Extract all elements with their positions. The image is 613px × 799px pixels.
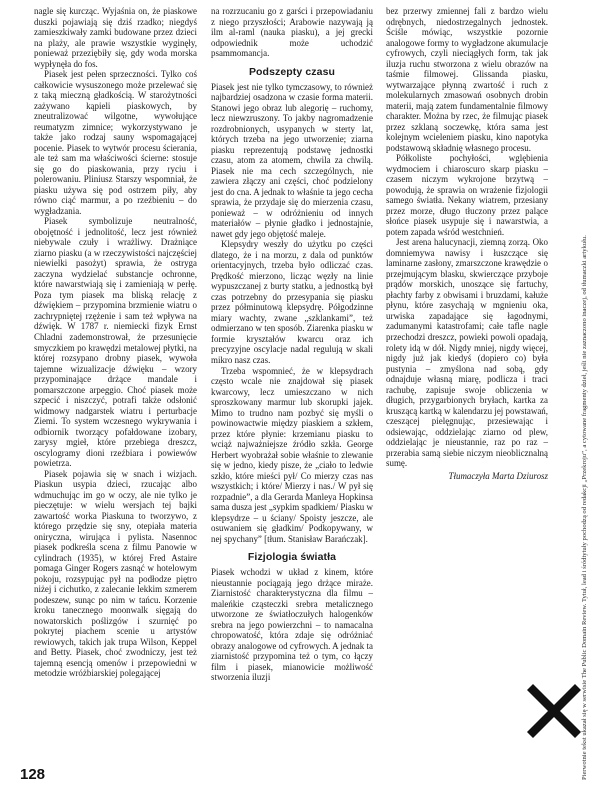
paragraph: Półkoliste pochyłości, wglębienia wydmociem i chiaroscuro skarp piasku – czasem niczym wykrojone brzytwą – powodują, że sprawia on wrażenie fizjologii samego światła. Nekany wiatrem, przesiany przez morze, długo tłuczony przez palące słońce piasek usypuje się i nawarstwia, a potem zapada wśród westchnień. — [386, 153, 548, 237]
paragraph: Jest arena halucynacji, ziemną zorzą. Oko domniemywa nawisy i łuszczące się laminarne zasłony, zmarszczone krawędzie o przejmującym blasku, skwierczące przyboje prądów morskich, unoszące się fartuchy, płachty farby z obwisami i bruzdami, kałuże płynu, które zasychają w mgnieniu oka, urwiska zapadające się łagodnymi, zadumanymi katastrofami; całe tafle nagle przechodzi dreszcz, powieki powoli opadają, rolety idą w dół. Nigdy mniej, nigdy więcej, nigdy już jak kiedyś (dopiero co) była pustynia – zmyślona nad sobą, gdy odnajduje własną miarę, podlicza i traci rachubę, zapisuje swoje obliczenia w długich, przygarbionych bryłach, kartka za kruszącą kartką w kalendarzu jej powstawań, czeszącej pielęgnując, przesiewając i odsiewając, oddzielając ziarno od plew, oddzielając je nieustannie, raz po raz – przerabia samą siebie niczym nieoblicznalną sumę. — [386, 237, 548, 469]
paragraph: Trzeba wspomnieć, że w klepsydrach często wcale nie znajdował się piasek kwarcowy, lecz umieszczano w nich sproszkowany marmur lub skorupki jajek. Mimo to trudno nam pozbyć się myśli o powinowactwie między piaskiem a szkłem, przez które płynie: krzemianu piasku to wciąż najważniejsze źródło szkła. George Herbert wyobrażał sobie właśnie to zlewanie się w jedno, kiedy pisze, że „ciało to ledwie szkło, które mieści pył/ Co mierzy czas nas wszystkich; i które/ Mierzy i nas./ W pył się rozpadnie”, a dla Gerarda Manleya Hopkinsa sama dusza jest „sypkim spadkiem/ Piasku w klepsydrze – u ściany/ Spoisty jeszcze, ale osuwaniem się gładkim/ Podkopywany, w nej spychany” [tłum. Stanisław Barańczak]. — [211, 365, 373, 544]
paragraph: Piasek jest nie tylko tymczasowy, to również najbardziej osadzona w czasie forma materii. Stanowi jego obraz lub alegorię – ruchomy, lecz niewzruszony. To jakby nagromadzenie rozdrobnionych, usypanych w sterty lat, których trzeba na jego utworzenie; ziarna piasku reprezentują podstawę jednostki czasu, atom za atomem, chwila za chwilą. Piasek nie ma cech szczególnych, nie zawiera złączy ani części, choć podzielony jest do cna. A jednak to właśnie ta jego cecha sprawia, że przydaje się do mierzenia czasu, ponieważ – w odróżnieniu od innych materiałów – płynie gładko i jednostajnie, nawet gdy jego objętość maleje. — [211, 81, 373, 239]
paragraph: na rozrzucaniu go z garści i przepowiadaniu z niego przyszłości; Arabowie nazywają ją ilm al-raml (nauka piasku), a jej grecki odpowiednik może uchodzić psammomancja. — [211, 6, 373, 59]
end-mark-x-icon — [527, 684, 581, 738]
page-number: 128 — [20, 766, 46, 783]
paragraph: Piasek pojawia się w snach i wizjach. Piaskun usypia dzieci, rzucając albo wdmuchując im go w oczy, ale nie tylko je pieczętuje: w wielu wersjach tej bajki zawartość worka Piaskuna to tworzywo, z którego przędzie się sny, otepiała materia oniryczna, wirująca i pylista. Nasennoc piasek podkreśla scena z filmu Panowie w cylindrach (1935), w której Fred Astaire pomaga Ginger Rogers zasnąć w hotelowym pokoju, rozsypując pył na podłodze piętro niżej i cichutko, z zalecanie lekkim szmerem podeszew, sunąc po nim w tańcu. Korzenie kroku tanecznego moonwalk sięgają do nowatorskich poślizgów i szurnięć po pokrytej piachem scenie u artystów rewiowych, takich jak trupa Wilson, Keppel and Betty. Piasek, choć zwodniczy, jest też tajemną esencją omenów i przepowiedni w metodzie wróżbiarskiej polegającej — [34, 468, 197, 679]
source-note-vertical: Pierwotnie tekst ukazał się w serwisie The Public Domain Review. Tytuł, lead i śródtytuły pochodzą od redakcji „Przekroju”, a cytowane fragmenty dzieł, jeśli nie zaznaczono inaczej, od tłumaczki artykułu. — [581, 235, 588, 780]
paragraph: bez przerwy zmiennej fali z bardzo wielu odrębnych, niedostrzegalnych jednostek. Ściśle mówiąc, wszystkie pozornie analogowe formy to wygładzone akumulacje cyfrowych, czyli nieciągłych form, tak jak iluzja ruchu stworzona z wielu obrazów na taśmie filmowej. Glissanda piasku, wytwarzające płynną zwartość i ruch z molekularnych zmasowań osobnych drobin materii, mają zatem fundamentalnie filmowy charakter. Można by rzec, że filmując piasek przez szklaną soczewkę, która sama jest kolejnym wcieleniem piasku, kino napotyka podstawową składnię własnego procesu. — [386, 6, 548, 153]
translator-credit: Tłumaczyła Marta Dziurosz — [448, 470, 548, 481]
paragraph: Piasek jest pełen sprzeczności. Tylko coś całkowicie wysuszonego może przelewać się z taką mieczną gładkością. W starożytności zażywano kąpieli piaskowych, by zneutralizować wilgotne, wywołujące reumatyzm zimnice; wykorzystywano je także jako rodzaj sauny wspomagającej pocenie. Piasek to wytwór procesu ścierania, ale też sam ma właściwości ścierne: stosuje się go do piaskowania, przy ryciu i polerowaniu. Pliniusz Starszy wspomniał, że piasku używa się pod ostrzem piły, aby równo ciąć marmur, a po rzeźbieniu – do wygładzania. — [34, 69, 197, 216]
article-column-2 — [211, 6, 373, 683]
article-column-1 — [34, 6, 197, 679]
paragraph: Piasek wchodzi w układ z kinem, które nieustannie pociągają jego drżące miraże. Ziarnistość charakterystyczna dla filmu – maleńkie cząsteczki srebra metalicznego utworzone ze światłoczułych halogenków srebra na jego powierzchni – to namacalna chropowatość, która zdaje się odróżniać obrazy analogowe od cyfrowych. A jednak ta ziarnistość przypomina też o tym, co łączy film i piasek, mianowicie możliwość stworzenia iluzji — [211, 567, 373, 683]
paragraph: Piasek symbolizuje neutralność, obojętność i jednolitość, lecz jest również niebywale czuły i wrażliwy. Drażniące ziarno piasku (a w rzeczywistości najczęściej niewielki pasożyt) sprawia, że ostryga zaczyna wydzielać substancje ochronne, które nawarstwiają się i zamieniają w perłę. Poza tym piasek ma bliską relację z dźwiękiem – przypomina brzmienie wiatru o zachrypniętej rzężenie i sam też wpływa na dźwięk. W 1787 r. niemiecki fizyk Ernst Chladni zademonstrował, że przesunięcie smyczkiem po krawędzi metalowej płytki, na której rozsypano drobny piasek, wywoła tajemne wizualizacje dźwięku – wzory przypominające drżące mandale i pomarszczone arpeggio. Choć piasek może szpecić i niszczyć, potrafi także odsłonić widmowy nadgarstek wiatru i perturbacje Ziemi. To system wczesnego wykrywania i odbiornik tworzący pofałdowane izobary, zarysy mgieł, które przebiega dreszcz, oscylogramy dioni rzeźbiara i powiewów powietrza. — [34, 216, 197, 469]
paragraph: nagle się kurcząc. Wyjaśnia on, że piaskowe duszki pojawiają się dziś rzadko; niegdyś zamieszkiwały zamki budowane przez dzieci na plaży, ale prawie wszystkie wyginęły, ponieważ przeziębiły się, gdy woda morska wypłynęła do fos. — [34, 6, 197, 69]
section-heading-light: Fizjologia światła — [247, 551, 337, 564]
paragraph: Klepsydry weszły do użytku po części dlatego, że i na morzu, z dala od punktów orientacyjnych, trzeba było odliczać czas. Prędkość mierzono, licząc węzły na linie wypuszczanej z burty statku, a jednostką był czas potrzebny do przesypania się piasku przez półminutową klepsydrę. Półgodzinne miary wachty, zwane „szklankami”, też odmierzano w ten sposób. Ziarenka piasku w formie kryształów kwarcu oraz ich precyzyjne oscylacje nadal regulują w skali mikro nasz czas. — [211, 239, 373, 365]
section-heading-time: Podszepty czasu — [248, 65, 336, 78]
article-column-3 — [386, 6, 548, 481]
